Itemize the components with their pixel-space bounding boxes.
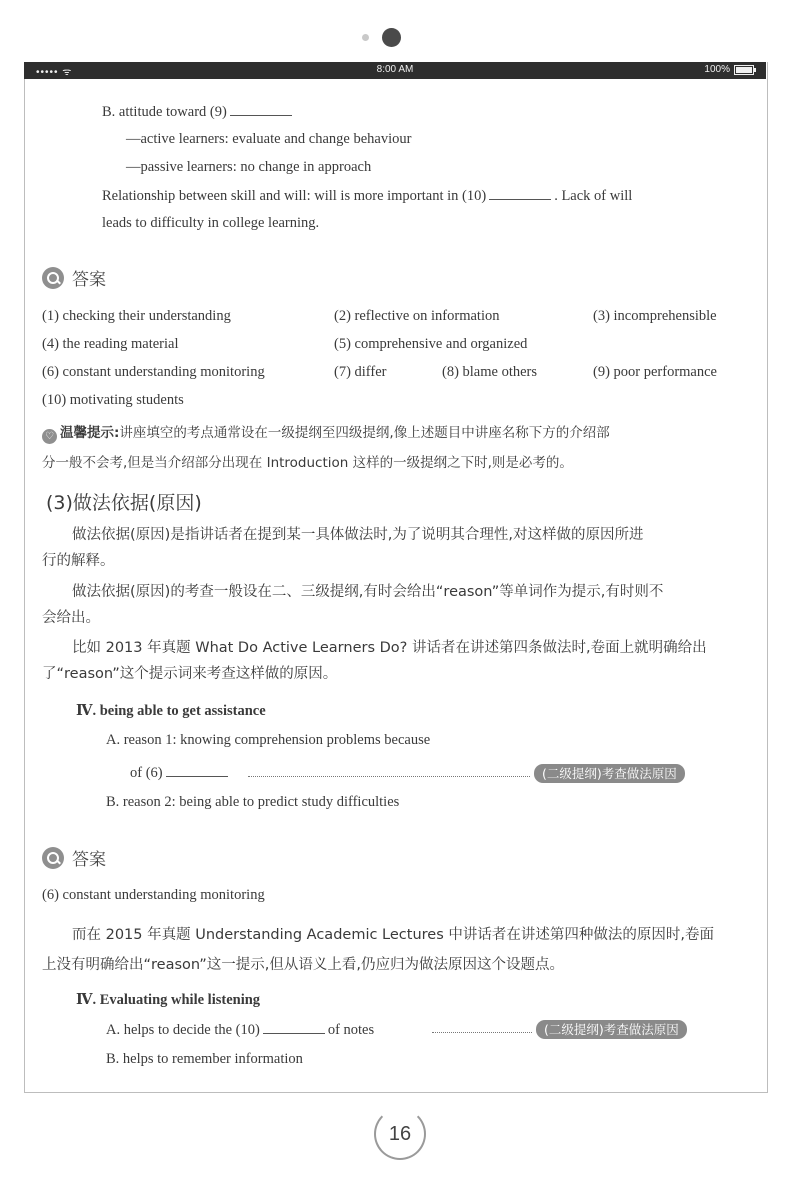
page-indicator [0,26,800,50]
battery-status [704,64,754,75]
battery-percent: 100% [704,64,730,75]
blank-9 [230,103,292,116]
answer-6-repeat: (6) constant understanding monitoring [42,887,265,903]
relationship-line-1 [102,187,632,205]
reason-1-of: of (6) [130,765,163,781]
relationship-end: . Lack of will [554,188,633,204]
section-p2-line2: 会给出。 [42,610,100,626]
status-bar [24,62,766,79]
annotation-tag-1: (二级提纲)考查做法原因 [534,764,685,783]
reason-1-line1: A. reason 1: knowing comprehension problems because [106,732,431,748]
reason-2-line: B. reason 2: being able to predict study difficulties [106,794,400,810]
section-p1-line1: 做法依据(原因)是指讲话者在提到某一具体做法时,为了说明其合理性,对这样做的原因所进 [72,527,644,543]
para-2015-line1: 而在 2015 年真题 Understanding Academic Lectures 中讲话者在讲述第四种做法的原因时,卷面 [72,927,714,943]
passive-learners-line: —passive learners: no change in approach [126,159,372,175]
helps-decide-end: of notes [327,1022,375,1038]
answer-7: (7) differ [334,364,387,380]
outline-iv-evaluating: Ⅳ. Evaluating while listening [76,992,261,1008]
section-p1-line2: 行的解释。 [42,553,115,569]
answer-4: (4) the reading material [42,336,179,352]
section-p3-line1: 比如 2013 年真题 What Do Active Learners Do? 讲话者在讲述第四条做法时,卷面上就明确给出 [72,640,707,656]
signal-icon: ••••• ᯤ [36,67,73,78]
tip-label: 温馨提示 [60,425,114,441]
answer-8: (8) blame others [442,364,538,380]
dotted-leader-2 [432,1032,532,1033]
page-number: 16 [374,1108,426,1160]
helps-decide-text: A. helps to decide the (10) [106,1022,260,1038]
outline-iv-assistance: Ⅳ. being able to get assistance [76,703,266,719]
magnifier-icon [42,847,64,869]
answer-heading-2 [42,845,106,870]
answer-1: (1) checking their understanding [42,308,231,324]
answer-9: (9) poor performance [593,364,717,380]
outline-item-b-text: B. attitude toward (9) [102,104,227,120]
relationship-text: Relationship between skill and will: will is more important in (10) [102,188,487,204]
blank-10b [263,1021,325,1034]
answer-5: (5) comprehensive and organized [334,336,528,352]
page-dot-inactive[interactable] [362,34,369,41]
blank-6 [166,764,228,777]
section-title: (3)做法依据(原因) [46,492,202,514]
answer-heading-1 [42,265,106,290]
status-time: 8:00 AM [376,64,414,75]
annotation-tag-2: (二级提纲)考查做法原因 [536,1020,687,1039]
helps-decide-line [106,1021,374,1039]
blank-10 [489,187,551,200]
outline-item-b [102,103,295,121]
magnifier-icon [42,267,64,289]
page-dot-active[interactable] [382,28,401,47]
para-2015-line2: 上没有明确给出“reason”这一提示,但从语义上看,仍应归为做法原因这个设题点。 [42,957,565,973]
active-learners-line: —active learners: evaluate and change behaviour [126,131,412,147]
answer-3: (3) incomprehensible [593,308,717,324]
answer-label: 答案 [72,850,106,870]
heart-icon: ♡ [42,429,57,444]
answer-label: 答案 [72,270,106,290]
tip-line-2: 分一般不会考,但是当介绍部分出现在 Introduction 这样的一级提纲之下时,则是必考的。 [42,455,573,471]
battery-icon [734,65,754,75]
tip-text-1: 讲座填空的考点通常设在一级提纲至四级提纲,像上述题目中讲座名称下方的介绍部 [119,425,610,441]
answer-6: (6) constant understanding monitoring [42,364,265,380]
helps-remember-line: B. helps to remember information [106,1051,303,1067]
reason-1-line2 [130,764,231,782]
relationship-line-2: leads to difficulty in college learning. [102,215,320,231]
section-p3-line2: 了“reason”这个提示词来考查这样做的原因。 [42,666,338,682]
tip-line-1: ♡ 温馨提示:讲座填空的考点通常设在一级提纲至四级提纲,像上述题目中讲座名称下方的介绍部 [42,421,610,444]
answer-2: (2) reflective on information [334,308,500,324]
section-p2-line1: 做法依据(原因)的考查一般设在二、三级提纲,有时会给出“reason”等单词作为提示,有时则不 [72,584,664,600]
answer-10: (10) motivating students [42,392,184,408]
dotted-leader-1 [248,776,530,777]
